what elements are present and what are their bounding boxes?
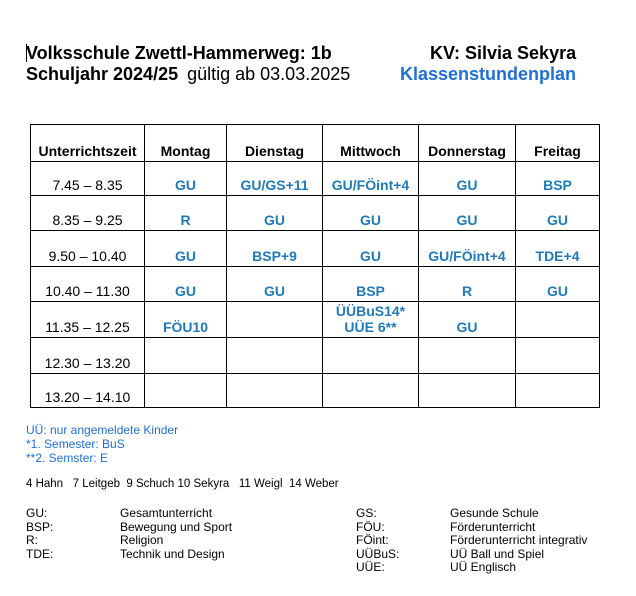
- timetable-header-row: [31, 125, 600, 162]
- lesson-cell: GU: [419, 196, 516, 231]
- lesson-cell: GU/FÖint+4: [323, 162, 419, 196]
- lesson-cell: GU: [145, 267, 227, 302]
- lesson-cell: BSP: [516, 162, 600, 196]
- lesson-cell: [145, 374, 227, 408]
- notes: [26, 423, 178, 465]
- legend-abbr: R:: [26, 533, 38, 548]
- lesson-cell: [323, 374, 419, 408]
- lesson-cell: GU: [516, 267, 600, 302]
- legend-text: UÜ Ball und Spiel: [450, 546, 545, 561]
- legend-abbr: BSP:: [26, 519, 54, 534]
- lesson-cell: [516, 374, 600, 408]
- table-row: [31, 231, 600, 267]
- lesson-line: UÜE 6**: [344, 319, 397, 335]
- table-row: [31, 196, 600, 231]
- lesson-cell: [323, 302, 419, 338]
- lesson-cell: FÖU10: [145, 302, 227, 338]
- timetable: [30, 124, 600, 408]
- legend-abbr: GS:: [356, 506, 377, 520]
- class-teacher: KV: Silvia Sekyra: [430, 43, 577, 63]
- column-header-day: Mittwoch: [323, 125, 419, 162]
- legend-text: Religion: [120, 533, 164, 548]
- legend-abbr: TDE:: [26, 546, 54, 561]
- table-row: [31, 302, 600, 338]
- note-line: UÜ: nur angemeldete Kinder: [26, 423, 179, 437]
- time-slot: 9.50 – 10.40: [31, 231, 145, 267]
- legend-abbr: UÜBuS:: [356, 546, 400, 561]
- table-row: [31, 267, 600, 302]
- lesson-cell: GU: [227, 267, 323, 302]
- legend-abbr: FÖU:: [356, 519, 385, 534]
- table-row: [31, 338, 600, 374]
- lesson-cell: GU: [419, 302, 516, 338]
- time-slot: 13.20 – 14.10: [31, 374, 145, 408]
- legend-text: UÜ Englisch: [450, 560, 517, 575]
- legend-abbr: UÜE:: [356, 560, 385, 575]
- legend-text: Gesunde Schule: [450, 506, 539, 520]
- time-slot: 11.35 – 12.25: [31, 302, 145, 338]
- lesson-cell: R: [419, 267, 516, 302]
- legend-text: Förderunterricht: [450, 519, 536, 534]
- column-header-day: Donnerstag: [419, 125, 516, 162]
- note-line: **2. Semster: E: [26, 451, 109, 465]
- legend-left: [26, 507, 232, 561]
- table-row: [31, 162, 600, 196]
- time-slot: 7.45 – 8.35: [31, 162, 145, 196]
- lesson-cell: GU/GS+11: [227, 162, 323, 196]
- lesson-cell: [227, 338, 323, 374]
- lesson-cell: GU/FÖint+4: [419, 231, 516, 267]
- lesson-cell: [145, 338, 227, 374]
- time-slot: 8.35 – 9.25: [31, 196, 145, 231]
- lesson-cell: [227, 302, 323, 338]
- column-header-day: Freitag: [516, 125, 600, 162]
- lesson-cell: GU: [323, 231, 419, 267]
- lesson-cell: GU: [419, 162, 516, 196]
- school-title: Volksschule Zwettl-Hammerweg: 1b: [26, 43, 332, 63]
- legend-text: Gesamtunterricht: [120, 506, 213, 520]
- lesson-cell: [227, 374, 323, 408]
- valid-from: gültig ab 03.03.2025: [187, 64, 351, 84]
- lesson-cell: [419, 374, 516, 408]
- plan-title: Klassenstundenplan: [400, 64, 577, 84]
- teacher-list: 4 Hahn 7 Leitgeb 9 Schuch 10 Sekyra 11 Weigl 14 Weber: [26, 478, 339, 490]
- legend-abbr: FÖint:: [356, 533, 389, 548]
- column-header-day: Montag: [145, 125, 227, 162]
- legend-text: Förderunterricht integrativ: [450, 533, 588, 548]
- timetable-body: [31, 162, 600, 408]
- lesson-cell: [516, 302, 600, 338]
- lesson-cell: [419, 338, 516, 374]
- legend-text: Bewegung und Sport: [120, 519, 233, 534]
- lesson-cell: GU: [145, 162, 227, 196]
- lesson-cell: TDE+4: [516, 231, 600, 267]
- lesson-cell: GU: [227, 196, 323, 231]
- table-row: [31, 374, 600, 408]
- lesson-cell: BSP+9: [227, 231, 323, 267]
- lesson-cell: BSP: [323, 267, 419, 302]
- lesson-cell: [323, 338, 419, 374]
- legend-abbr: GU:: [26, 506, 48, 520]
- column-header-time: Unterrichtszeit: [31, 125, 145, 162]
- legend-text: Technik und Design: [120, 546, 225, 561]
- legend-right: [356, 507, 587, 575]
- lesson-cell: GU: [516, 196, 600, 231]
- lesson-cell: GU: [323, 196, 419, 231]
- school-year: Schuljahr 2024/25: [26, 64, 179, 84]
- column-header-day: Dienstag: [227, 125, 323, 162]
- time-slot: 12.30 – 13.20: [31, 338, 145, 374]
- lesson-cell: [516, 338, 600, 374]
- lesson-cell: GU: [145, 231, 227, 267]
- note-line: *1. Semester: BuS: [26, 437, 125, 451]
- lesson-cell: R: [145, 196, 227, 231]
- time-slot: 10.40 – 11.30: [31, 267, 145, 302]
- school-year-line: [26, 64, 350, 85]
- lesson-line: ÜÜBuS14*: [335, 303, 406, 319]
